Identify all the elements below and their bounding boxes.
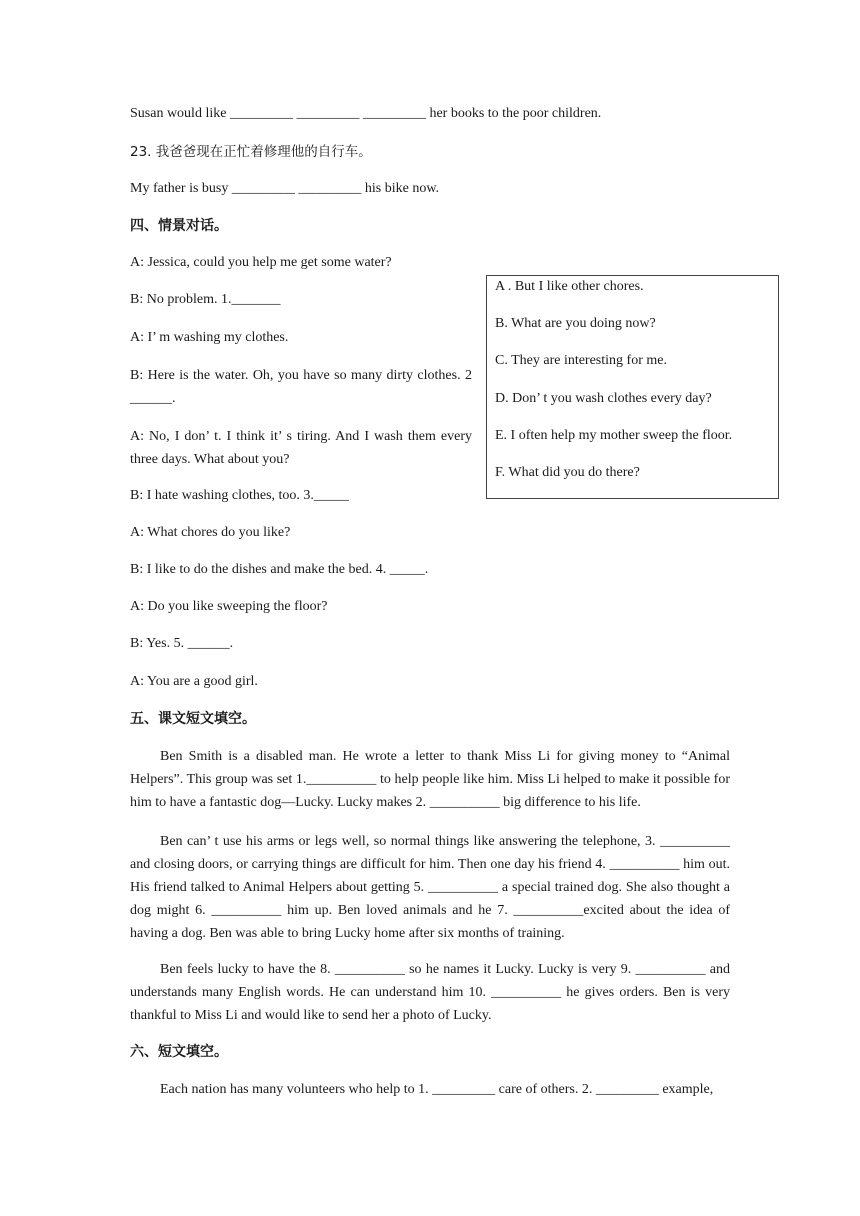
dialogue-line: A: Jessica, could you help me get some water? [130, 255, 392, 270]
option-item: E. I often help my mother sweep the floor. [495, 428, 733, 443]
q23-prompt: 23. 我爸爸现在正忙着修理他的自行车。 [130, 144, 372, 160]
dialogue-line: B: I hate washing clothes, too. 3._____ [130, 488, 349, 503]
dialogue-line: A: Do you like sweeping the floor? [130, 599, 328, 614]
option-item: D. Don’ t you wash clothes every day? [495, 391, 712, 406]
option-item: B. What are you doing now? [495, 316, 656, 331]
q22-answer-line: Susan would like _________ _________ _________ her books to the poor children. [130, 106, 602, 121]
dialogue-line: B: I like to do the dishes and make the bed. 4. _____. [130, 562, 429, 577]
option-item: F. What did you do there? [495, 465, 640, 480]
dialogue-line: B: Yes. 5. ______. [130, 636, 234, 651]
options-box [486, 275, 779, 499]
q23-answer-line: My father is busy _________ _________ his bike now. [130, 181, 440, 196]
section5-paragraph-1: Ben Smith is a disabled man. He wrote a letter to thank Miss Li for giving money to “Animal Helpers”. This group was set 1.__________ to help people like him. Miss Li helped to make it possible for him to have a fantastic dog—Lucky. Lucky makes 2. __________ big difference to his life. [130, 749, 730, 810]
option-item: C. They are interesting for me. [495, 353, 667, 368]
dialogue-line: A: You are a good girl. [130, 674, 258, 689]
section5-paragraph-3: Ben feels lucky to have the 8. __________ so he names it Lucky. Lucky is very 9. __________ and understands many English words. He can understand him 10. __________ he gives orders. Ben is very thankful to Miss Li and would like to send her a photo of Lucky. [130, 962, 730, 1023]
section5-paragraph-2: Ben can’ t use his arms or legs well, so normal things like answering the telephone, 3. __________ and closing doors, or carrying things are difficult for him. Then one day his friend 4. __________ him out. His friend talked to Animal Helpers about getting 5. __________ a special trained dog. She also thought a dog might 6. __________ him up. Ben loved animals and he 7. __________excited about the idea of having a dog. Ben was able to bring Lucky home after six months of training. [130, 834, 730, 941]
section5-heading: 五、课文短文填空。 [130, 711, 256, 727]
dialogue-line: A: No, I don’ t. I think it’ s tiring. And I wash them every three days. What about you? [130, 429, 472, 467]
dialogue-line: A: What chores do you like? [130, 525, 291, 540]
option-item: A . But I like other chores. [495, 279, 644, 294]
section6-first-line: Each nation has many volunteers who help to 1. _________ care of others. 2. _________ example, [160, 1082, 714, 1097]
dialogue-line: B: No problem. 1._______ [130, 292, 281, 307]
dialogue-line: B: Here is the water. Oh, you have so many dirty clothes. 2 ______. [130, 368, 472, 406]
section4-heading: 四、情景对话。 [130, 218, 228, 234]
section6-heading: 六、短文填空。 [130, 1044, 228, 1060]
dialogue-line: A: I’ m washing my clothes. [130, 330, 289, 345]
